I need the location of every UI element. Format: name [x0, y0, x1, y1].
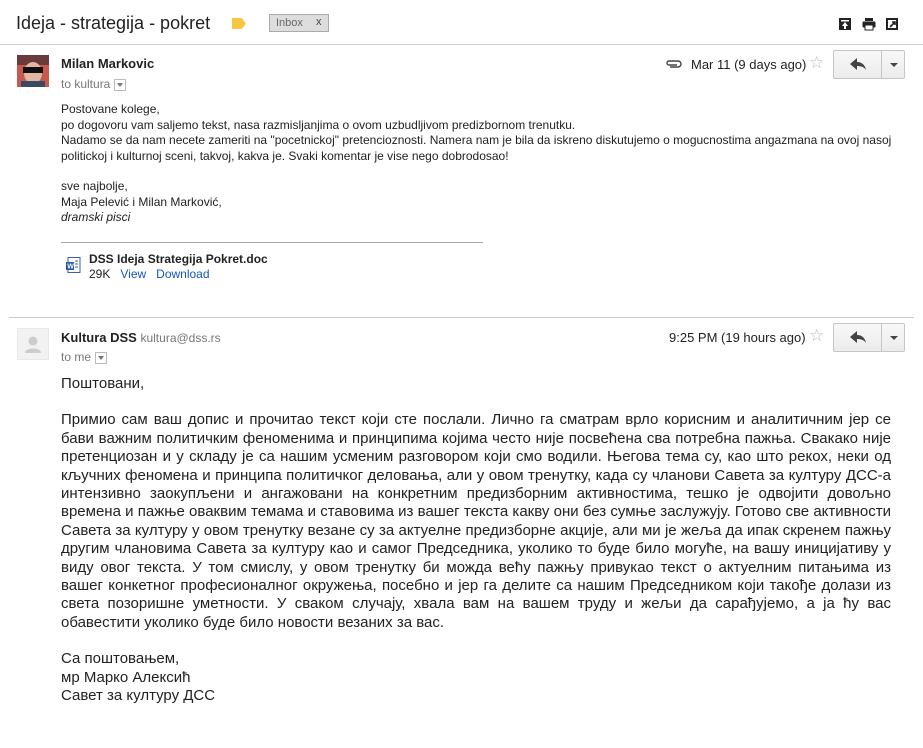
attachment-size: 29K	[89, 267, 111, 281]
reply-arrow-icon[interactable]	[850, 331, 866, 343]
signature-line: dramski pisci	[61, 210, 131, 224]
message-body	[61, 375, 891, 706]
body-line: Nadamo se da nam necete zameriti na "pocetnickoj" pretencioznosti. Namera nam je bila da iskreno diskutujemo o mogucnostima angazmana na ovoj nasoj politickoj i kulturnoj sceni, takvoj, kakva je. Svaki komentar je vise nego dobrodosao!	[61, 133, 892, 163]
reply-button-group[interactable]	[833, 50, 905, 79]
recipient-line: to me	[61, 350, 92, 364]
attachment-name: DSS Ideja Strategija Pokret.doc	[89, 252, 268, 266]
download-attachment-link[interactable]: Download	[156, 267, 210, 281]
word-doc-icon	[66, 257, 82, 273]
more-options-icon[interactable]	[890, 63, 898, 67]
greeting: Поштовани,	[61, 375, 145, 392]
sender-name-text: Kultura DSS	[61, 330, 137, 345]
svg-text:W: W	[67, 263, 74, 271]
recipient-details[interactable]	[61, 350, 107, 364]
header-divider	[0, 44, 923, 45]
view-attachment-link[interactable]: View	[120, 267, 147, 281]
sender-name[interactable]	[61, 330, 221, 345]
message-date: Mar 11 (9 days ago)	[691, 57, 807, 72]
reply-button-group[interactable]	[833, 323, 905, 352]
show-details-icon[interactable]	[95, 352, 107, 364]
closing-line: мр Марко Алексић	[61, 668, 191, 686]
more-options-icon[interactable]	[890, 336, 898, 340]
button-separator	[881, 324, 882, 351]
paperclip-icon	[665, 59, 683, 69]
sender-name[interactable]: Milan Markovic	[61, 56, 155, 71]
body-line: Postovane kolege,	[61, 102, 160, 116]
button-separator	[881, 51, 882, 78]
recipient-line: to kultura	[61, 77, 111, 91]
attachment-divider	[61, 242, 483, 243]
closing-line: Савет за културу ДСС	[61, 687, 216, 705]
default-avatar-icon[interactable]	[17, 328, 49, 360]
signature-line: sve najbolje,	[61, 179, 128, 193]
new-window-icon[interactable]	[885, 17, 899, 31]
sender-avatar-photo[interactable]	[17, 55, 49, 87]
star-icon[interactable]: ☆	[809, 326, 825, 345]
show-details-icon[interactable]	[114, 79, 126, 91]
inbox-label-chip[interactable]	[269, 14, 329, 32]
body-line: po dogovoru vam saljemo tekst, nasa razmisljanjima o ovom uzbudljivom predizbornom trenutku.	[61, 117, 576, 132]
message-body	[61, 102, 901, 226]
attachment-actions	[89, 267, 210, 281]
signature-line: Maja Pelević i Milan Marković,	[61, 194, 222, 209]
important-label-icon[interactable]	[232, 18, 246, 29]
sender-email: kultura@dss.rs	[140, 331, 221, 345]
inbox-label-text: Inbox	[276, 17, 303, 29]
recipient-details[interactable]	[61, 77, 126, 91]
reply-arrow-icon[interactable]	[850, 58, 866, 70]
remove-label-icon[interactable]: x	[316, 16, 322, 28]
print-icon[interactable]	[862, 17, 876, 31]
thread-subject: Ideja - strategija - pokret	[16, 13, 211, 33]
expand-all-icon[interactable]	[838, 17, 852, 31]
message-date: 9:25 PM (19 hours ago)	[669, 330, 806, 345]
message-divider	[9, 317, 914, 318]
star-icon[interactable]: ☆	[809, 53, 825, 72]
closing-line: Са поштовањем,	[61, 650, 180, 668]
body-paragraph: Примио сам ваш допис и прочитао текст који сте послали. Лично га сматрам врло корисним и аналитичним јер се бави важним политичким феноменима и принципима којима често није посвећена сва потребна пажња. Свакако није претенциозан и у складу је са нашим усменим разговором који смо водили. Његова тема су, као што рекох, неки од кључних феномена и принципа политичког деловања, али у овом тренутку, када су чланови Савета за културу ДСС-а интензивно заокупљени и ангажовани на конкретним предизборним активностима, тешко је одвојити довољно времена и пажње оваквим темама и ставовима из вашег текста какву они без сумње заслужују. Готово све активности Савета за културу у овом тренутку везане су за актуелне предизборне акције, али ми је жеља да ипак скренем пажњу другим члановима Савета за културу као и самог Председника, уколико то буде било могуће, на вашу иницијативу у виду овог текста. У том смислу, у овом тренутку би можда већу пажњу привукао текст о актуелним питањима из вашег конкетног професионалног окружења, посебно и јер га делите са нашим Председником који такође долази из света позоришне уметности. У сваком случају, хвала вам на вашем труду и жељи да сарађујемо, а ја ћу вас обавестити уколико буде било новости везаних за вас.	[61, 411, 891, 631]
